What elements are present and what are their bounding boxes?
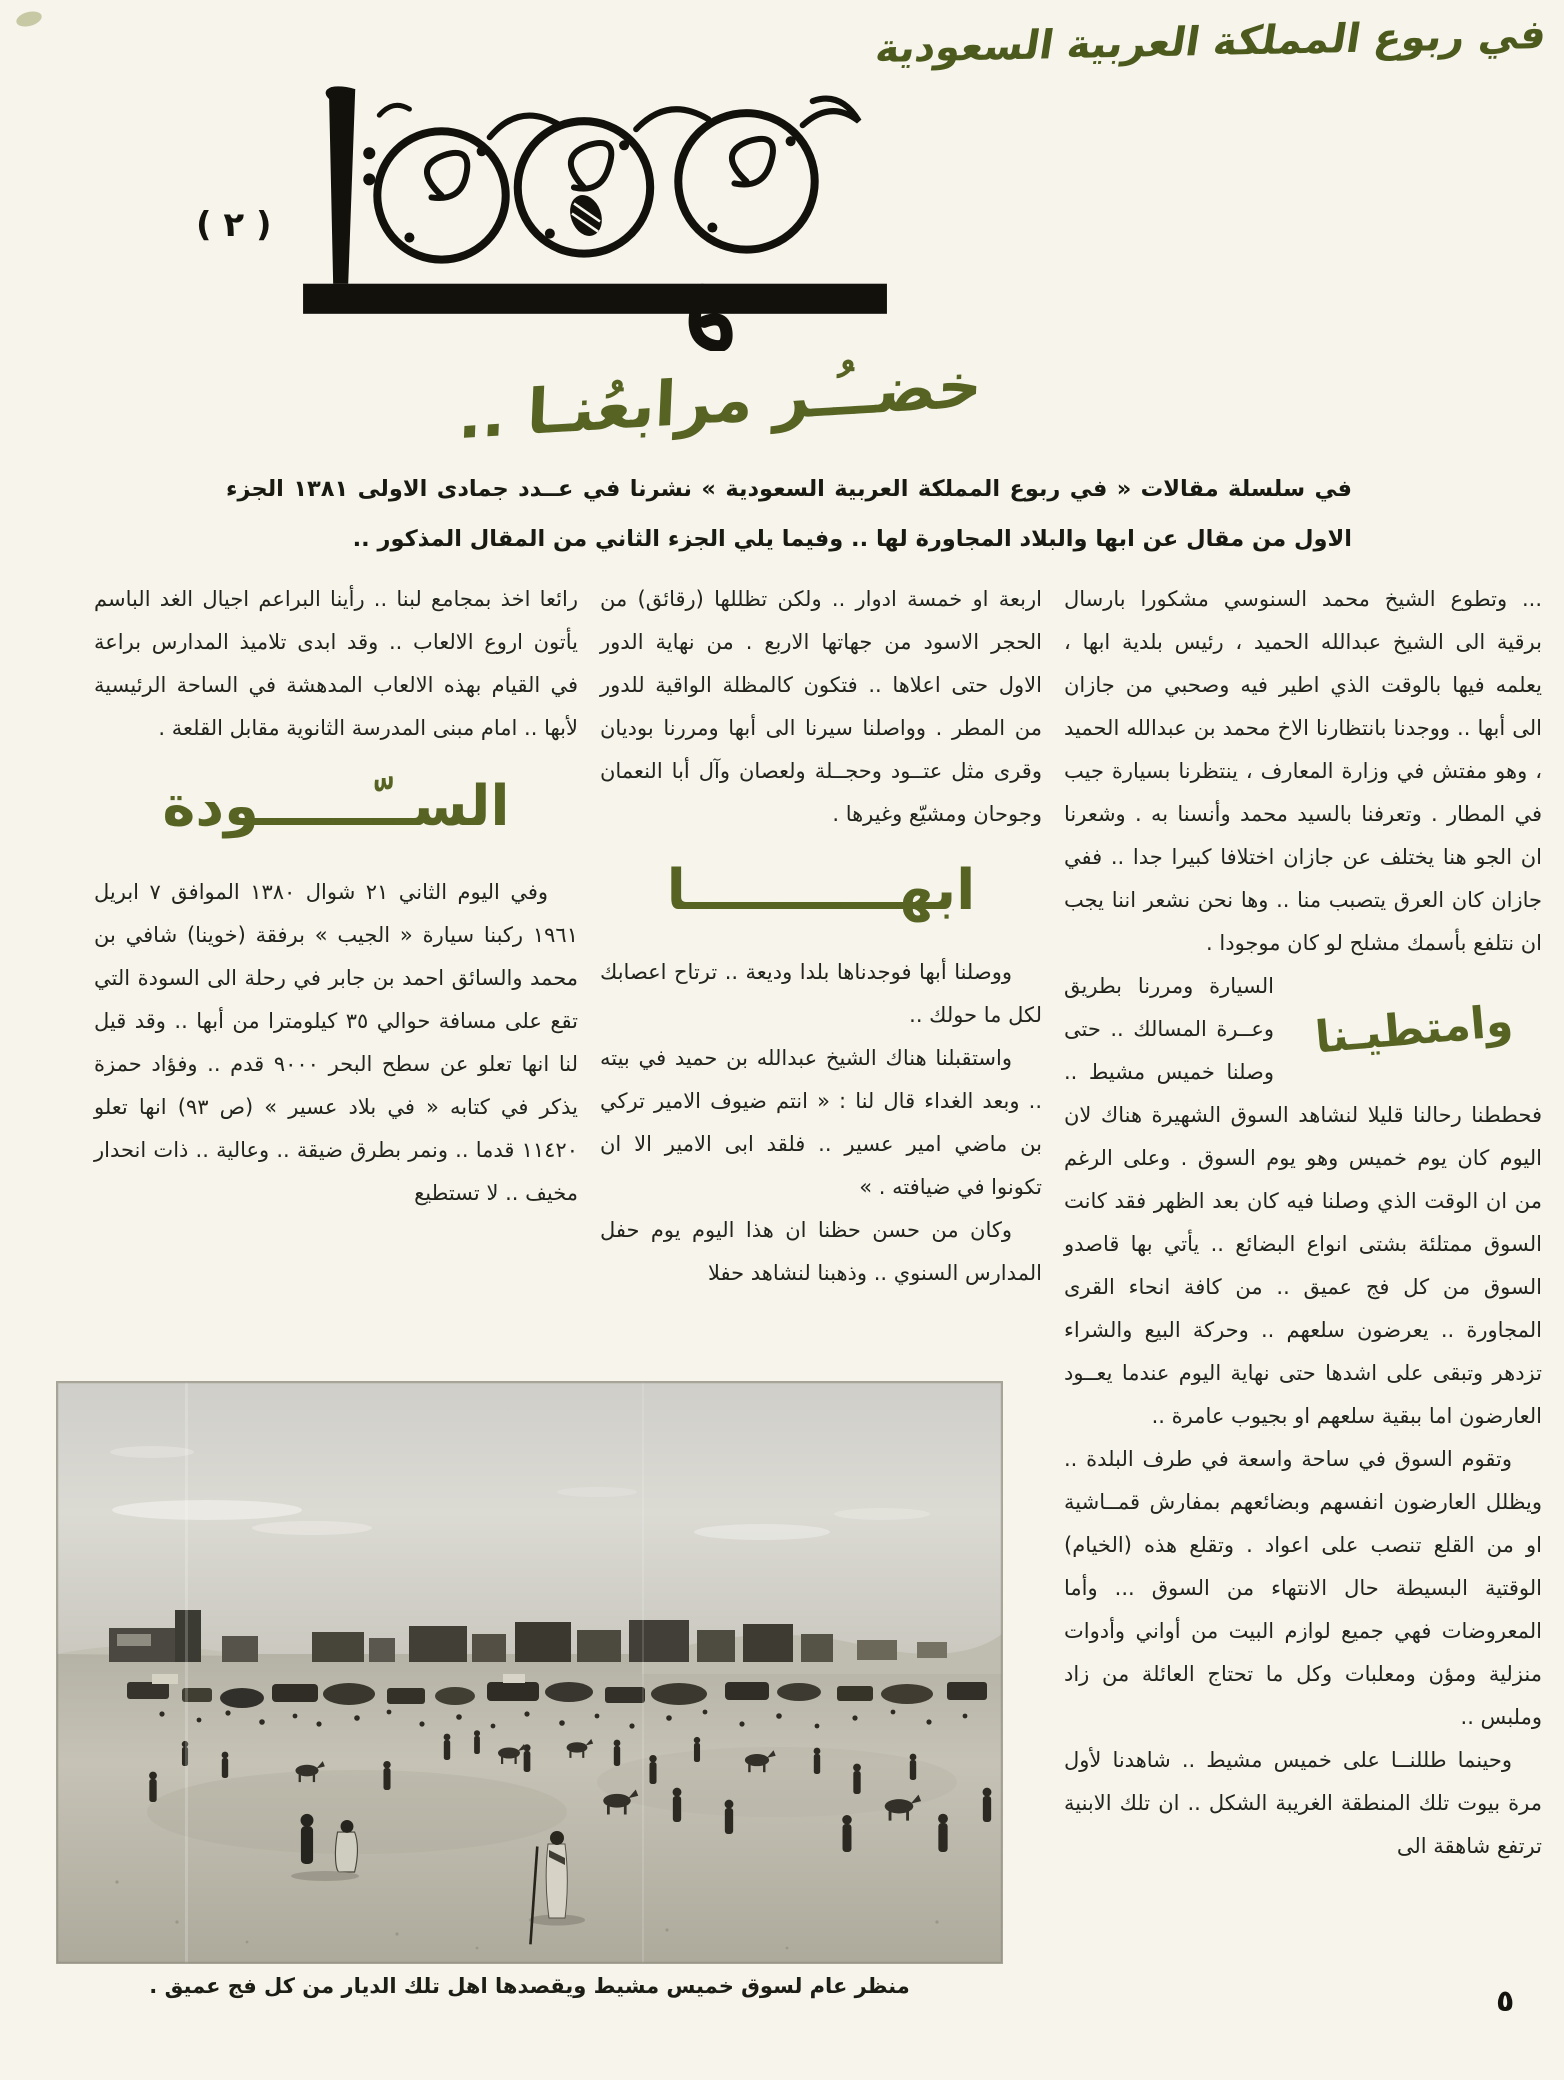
paragraph: وفي اليوم الثاني ٢١ شوال ١٣٨٠ الموافق ٧ ابريل ١٩٦١ ركبنا سيارة « الجيب » برفقة (خوينا) شافي بن محمد والسائق احمد بن جابر في رحلة الى السودة التي تقع على مسافة حوالي ٣٥ كيلومترا من أبها .. وقد قيل لنا انها تعلو عن سطح البحر ٩٠٠٠ قدم .. وفؤاد حمزة يذكر في كتابه « في بلاد عسير » (ص ٩٣) انها تعلو ١١٤٢٠ قدما .. ونمر بطرق ضيقة .. وعالية .. ذات انحدار مخيف .. لا تستطيع — [94, 880, 578, 1206]
paragraph: وحينما طللنــا على خميس مشيط .. شاهدنا لأول مرة بيوت تلك المنطقة الغريبة الشكل .. ان تلك الابنية ترتفع شاهقة الى — [1064, 1748, 1542, 1858]
series-banner: في ربوع المملكة العربية السعودية — [872, 12, 1550, 72]
paragraph: ووصلنا أبها فوجدناها بلدا وديعة .. ترتاح اعصابك لكل ما حولك .. — [600, 960, 1042, 1028]
section-heading-sawda: الســّــــــودة — [162, 774, 510, 839]
paragraph-text: السيارة ومررنا بطريق وعــرة المسالك .. حتى وصلنا خميس مشيط .. فحططنا رحالنا قليلا لنشاهد السوق الشهيرة هناك لان اليوم كان يوم خميس وهو يوم السوق . وعلى الرغم من ان الوقت الذي وصلنا فيه كان بعد الظهر فقد كانت السوق ممتلئة بشتى انواع البضائع .. يأتي بها قاصدو السوق من كل فج عميق .. من كافة انحاء القرى المجاورة .. يعرضون سلعهم .. وحركة البيع والشراء تزدهر وتبقى على اشدها حتى نهاية اليوم عندما يعــود العارضون اما ببقية سلعهم او بجيوب عامرة .. — [1064, 974, 1542, 1428]
photo-caption: منظر عام لسوق خميس مشيط ويقصدها اهل تلك الديار من كل فج عميق . — [149, 1974, 910, 1998]
paragraph: رائعا اخذ بمجامع لبنا .. رأينا البراعم اجيال الغد الباسم يأتون اروع الالعاب .. وقد ابدى تلاميذ المدارس براعة في القيام بهذه الالعاب المدهشة في الساحة الرئيسية لأبها .. امام مبنى المدرسة الثانوية مقابل القلعة . — [94, 587, 578, 740]
section-heading-abha: ابهـــــــــــا — [666, 858, 976, 923]
column-middle — [600, 578, 1042, 1295]
title-block — [283, 85, 905, 385]
part-number-label: ( ٢ ) — [196, 205, 272, 245]
scan-smudge — [15, 9, 44, 29]
market-photo-art — [57, 1382, 1002, 1963]
column-right — [1064, 578, 1542, 1868]
dropword-calligraphy: وامتطيـنا — [1313, 995, 1515, 1064]
paragraph: وتقوم السوق في ساحة واسعة في طرف البلدة .. ويظلل العارضون انفسهم وبضائعهم بمفارش قمــاشية او من القلع تنصب على اعواد . وتقلع هذه (الخيام) الوقتية البسيطة حال الانتهاء من السوق ... وأما المعروضات فهي جميع لوازم البيت من أواني وأدوات منزلية ومؤن ومعلبات وكل ما تحتاج العائلة من زاد وملبس .. — [1064, 1447, 1542, 1729]
calligraphic-subtitle: خضــُـر مرابعُنـا .. — [456, 347, 984, 454]
market-photo — [57, 1382, 1002, 1963]
column-left — [94, 578, 578, 1215]
paragraph: واستقبلنا هناك الشيخ عبدالله بن حميد في بيته .. وبعد الغداء قال لنا : « انتم ضيوف الامير تركي بن ماضي امير عسير .. فلقد ابى الامير الا ان تكونوا في ضيافته . » — [600, 1046, 1042, 1200]
paragraph: ... وتطوع الشيخ محمد السنوسي مشكورا بارسال برقية الى الشيخ عبدالله الحميد ، رئيس بلدية ابها ، يعلمه فيها بالوقت الذي اطير فيه وصحبي من جازان الى أبها .. ووجدنا بانتظارنا الاخ محمد بن عبدالله الحميد ، وهو مفتش في وزارة المعارف ، ينتظرنا بسيارة جيب في المطار . وتعرفنا بالسيد محمد وأنسنا به . وشعرنا ان الجو هنا يختلف عن جازان اختلافا كبيرا جدا .. ففي جازان كان العرق يتصبب منا .. وها نحن نشعر اننا يجب ان نتلفع بأسمك مشلح لو كان موجودا . — [1064, 587, 1542, 955]
paragraph: وكان من حسن حظنا ان هذا اليوم يوم حفل المدارس السنوي .. وذهبنا لنشاهد حفلا — [600, 1218, 1042, 1286]
intro-paragraph: في سلسلة مقالات « في ربوع المملكة العربية السعودية » نشرنا في عــدد جمادى الاولى ١٣٨١ الجزء الاول من مقال عن ابها والبلاد المجاورة لها .. وفيما يلي الجزء الثاني من المقال المذكور .. — [226, 476, 1353, 552]
title-calligraphy-art — [283, 85, 905, 351]
paragraph: اربعة او خمسة ادوار .. ولكن تظللها (رقائق) من الحجر الاسود من جهاتها الاربع . من نهاية الدور الاول حتى اعلاها .. فتكون كالمظلة الواقية للدور من المطر . وواصلنا سيرنا الى أبها ومررنا بوديان وقرى مثل عتــود وحجــلة ولعصان وآل أبا النعمان وجوحان ومشيّع وغيرها . — [600, 587, 1042, 826]
page-number: ٥ — [1496, 1984, 1515, 2019]
paragraph-with-dropword — [1064, 965, 1542, 1438]
